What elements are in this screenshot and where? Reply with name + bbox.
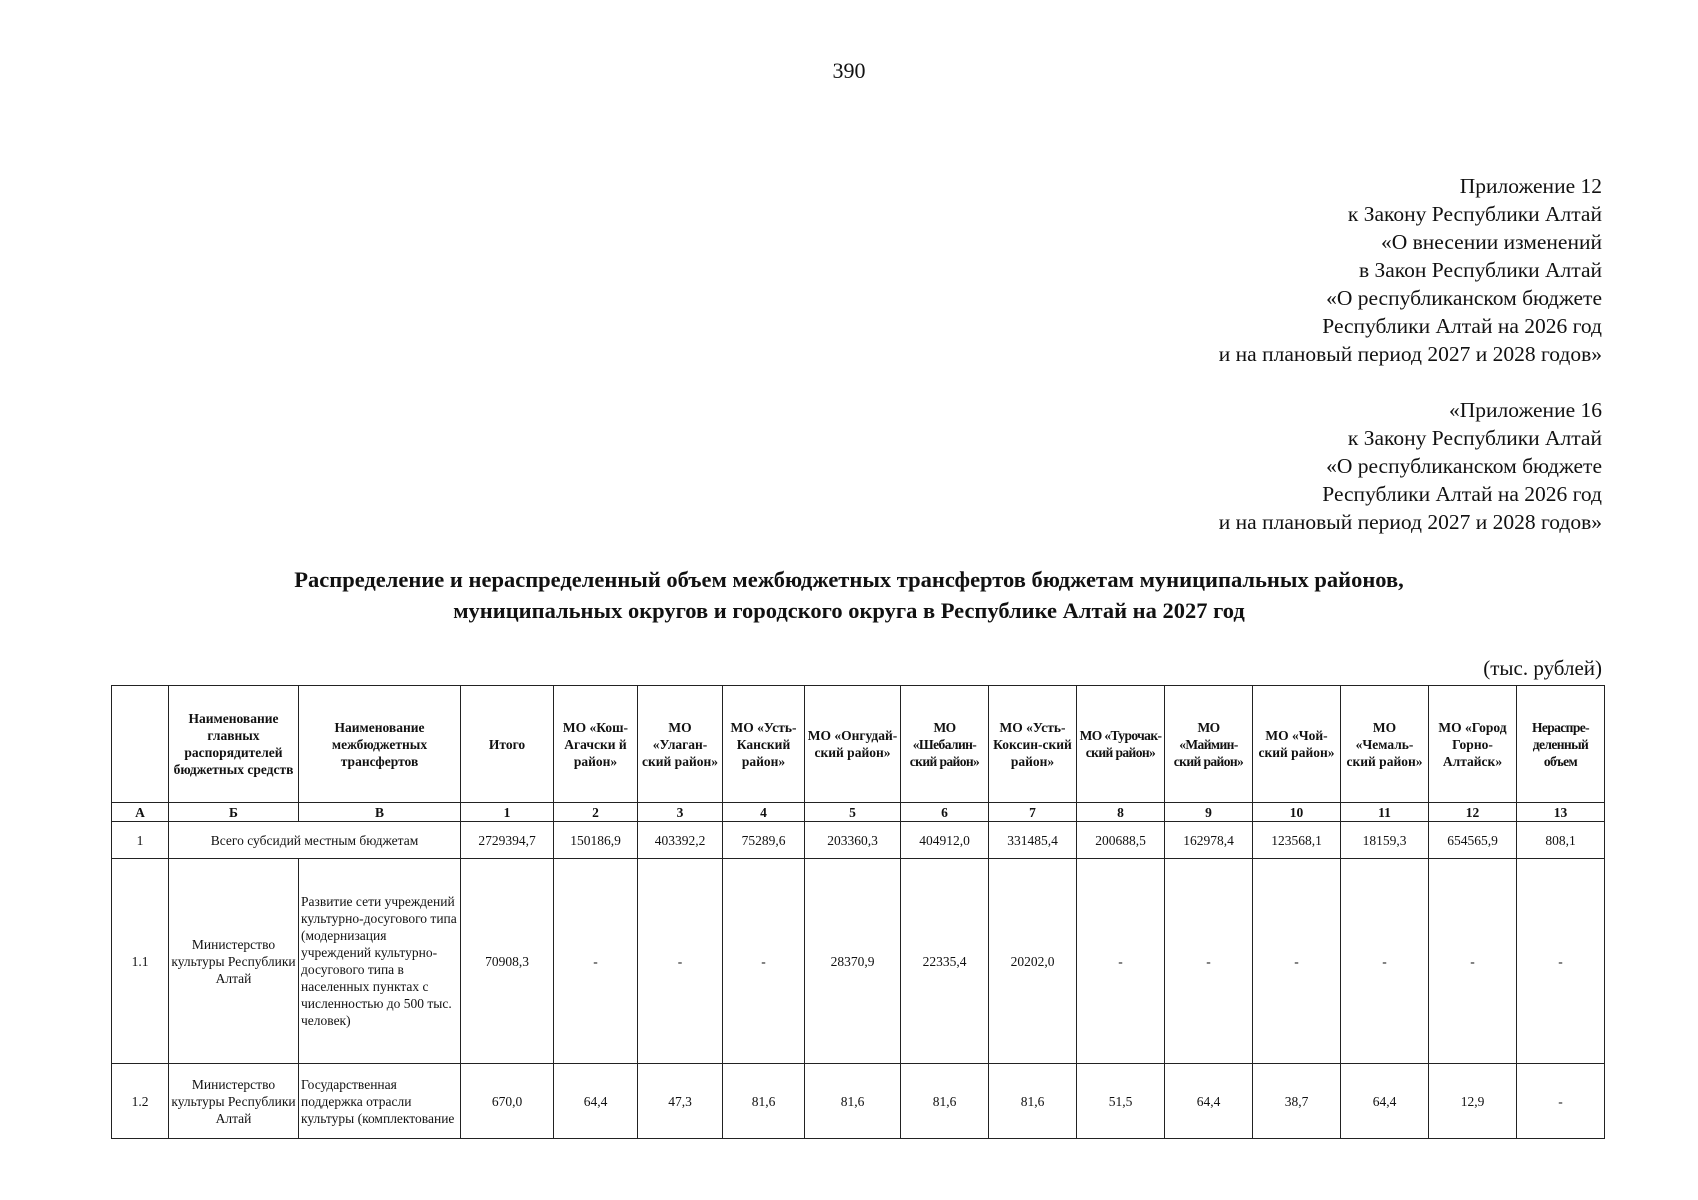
value-cell: - — [1341, 859, 1429, 1064]
header-cell-mo-shebalino: МО «Шебалин-ский район» — [901, 686, 989, 803]
value-cell: - — [1253, 859, 1341, 1064]
transfers-table — [111, 685, 1605, 1139]
table-row — [112, 1064, 1605, 1139]
annex-12-line: Приложение 12 — [1459, 174, 1602, 198]
value-cell: - — [554, 859, 638, 1064]
value-cell: - — [1517, 1064, 1605, 1139]
annex-16-line: к Закону Республики Алтай — [1347, 426, 1602, 450]
annex-12-line: «О республиканском бюджете — [1326, 286, 1602, 310]
column-number-cell: В — [299, 803, 461, 822]
header-cell-distributor: Наименование главных распорядителей бюджетных средств — [169, 686, 299, 803]
column-number-cell: 9 — [1165, 803, 1253, 822]
value-cell: 64,4 — [1341, 1064, 1429, 1139]
value-cell: 22335,4 — [901, 859, 989, 1064]
column-number-cell: 7 — [989, 803, 1077, 822]
value-cell: 150186,9 — [554, 822, 638, 859]
column-number-row — [112, 803, 1605, 822]
annex-12-line: Республики Алтай на 2026 год — [1322, 314, 1602, 338]
header-cell-transfer-name: Наименование межбюджетных трансфертов — [299, 686, 461, 803]
document-title — [0, 564, 1698, 626]
distributor-cell: Министерство культуры Республики Алтай — [169, 859, 299, 1064]
annex-12-line: в Закон Республики Алтай — [1358, 258, 1602, 282]
header-cell-mo-ust-koksa: МО «Усть-Коксин-ский район» — [989, 686, 1077, 803]
table-row — [112, 859, 1605, 1064]
annex-16-line: «Приложение 16 — [1448, 398, 1602, 422]
value-cell: 81,6 — [805, 1064, 901, 1139]
row-number-cell: 1.2 — [112, 1064, 169, 1139]
header-cell-mo-gorno-altaysk: МО «Город Горно-Алтайск» — [1429, 686, 1517, 803]
value-cell: - — [1077, 859, 1165, 1064]
annex-12-block — [1219, 172, 1602, 368]
value-cell: 18159,3 — [1341, 822, 1429, 859]
header-cell-mo-kosh-agach: МО «Кош-Агачски й район» — [554, 686, 638, 803]
distributor-cell — [169, 1064, 299, 1139]
value-cell: 64,4 — [554, 1064, 638, 1139]
annex-16-line: «О республиканском бюджете — [1326, 454, 1602, 478]
table-header-row — [112, 686, 1605, 803]
column-number-cell: 5 — [805, 803, 901, 822]
header-cell-mo-turochak: МО «Турочак-ский район» — [1077, 686, 1165, 803]
column-number-cell: 2 — [554, 803, 638, 822]
column-number-cell: 4 — [723, 803, 805, 822]
column-number-cell: 12 — [1429, 803, 1517, 822]
column-number-cell: 11 — [1341, 803, 1429, 822]
value-cell: 654565,9 — [1429, 822, 1517, 859]
annex-12-line: «О внесении изменений — [1380, 230, 1602, 254]
value-cell: 28370,9 — [805, 859, 901, 1064]
table-row-total — [112, 822, 1605, 859]
annex-12-line: к Закону Республики Алтай — [1347, 202, 1602, 226]
value-cell: 670,0 — [461, 1064, 554, 1139]
value-cell: 64,4 — [1165, 1064, 1253, 1139]
value-cell: - — [638, 859, 723, 1064]
value-cell: 20202,0 — [989, 859, 1077, 1064]
annex-12-line: и на плановый период 2027 и 2028 годов» — [1218, 342, 1602, 366]
distributor-text: Министерство культуры Республики Алтай — [171, 1076, 296, 1126]
column-number-cell: 1 — [461, 803, 554, 822]
value-cell: 2729394,7 — [461, 822, 554, 859]
header-cell-mo-ust-kan: МО «Усть-Канский район» — [723, 686, 805, 803]
header-cell-total: Итого — [461, 686, 554, 803]
transfer-name-cell: Развитие сети учреждений культурно-досугового типа (модернизация учреждений культурно-досугового типа в населенных пунктах с численностью до 500 тыс. человек) — [299, 859, 461, 1064]
value-cell: 123568,1 — [1253, 822, 1341, 859]
row-number-cell: 1.1 — [112, 859, 169, 1064]
value-cell: 162978,4 — [1165, 822, 1253, 859]
column-number-cell: 10 — [1253, 803, 1341, 822]
page-number: 390 — [832, 58, 866, 83]
column-number-cell: 6 — [901, 803, 989, 822]
value-cell: 81,6 — [989, 1064, 1077, 1139]
header-cell-undistributed: Нераспре-деленный объем — [1517, 686, 1605, 803]
value-cell: 403392,2 — [638, 822, 723, 859]
value-cell: 38,7 — [1253, 1064, 1341, 1139]
value-cell: 203360,3 — [805, 822, 901, 859]
value-cell: 404912,0 — [901, 822, 989, 859]
value-cell: - — [723, 859, 805, 1064]
column-number-cell: Б — [169, 803, 299, 822]
value-cell: - — [1429, 859, 1517, 1064]
column-number-cell: 3 — [638, 803, 723, 822]
value-cell: - — [1517, 859, 1605, 1064]
header-cell-mo-ulagan: МО «Улаган-ский район» — [638, 686, 723, 803]
units-label: (тыс. рублей) — [1483, 656, 1602, 680]
column-number-cell: 13 — [1517, 803, 1605, 822]
title-line-2: муниципальных округов и городского округа в Республике Алтай на 2027 год — [453, 598, 1245, 623]
row-number-cell: 1 — [112, 822, 169, 859]
transfer-name-cell — [299, 1064, 461, 1139]
value-cell: 331485,4 — [989, 822, 1077, 859]
total-label-cell: Всего субсидий местным бюджетам — [169, 822, 461, 859]
header-cell-mo-ongudai: МО «Онгудай-ский район» — [805, 686, 901, 803]
value-cell: 70908,3 — [461, 859, 554, 1064]
header-cell-mo-choya: МО «Чой-ский район» — [1253, 686, 1341, 803]
value-cell: 81,6 — [901, 1064, 989, 1139]
header-cell-number — [112, 686, 169, 803]
value-cell: 47,3 — [638, 1064, 723, 1139]
value-cell: 51,5 — [1077, 1064, 1165, 1139]
value-cell: 200688,5 — [1077, 822, 1165, 859]
value-cell: 75289,6 — [723, 822, 805, 859]
column-number-cell: 8 — [1077, 803, 1165, 822]
value-cell: 81,6 — [723, 1064, 805, 1139]
value-cell: 808,1 — [1517, 822, 1605, 859]
header-cell-mo-maima: МО «Маймин-ский район» — [1165, 686, 1253, 803]
annex-16-line: и на плановый период 2027 и 2028 годов» — [1218, 510, 1602, 534]
column-number-cell: А — [112, 803, 169, 822]
value-cell: - — [1165, 859, 1253, 1064]
header-cell-mo-chemal: МО «Чемаль-ский район» — [1341, 686, 1429, 803]
value-cell: 12,9 — [1429, 1064, 1517, 1139]
transfer-name-text: Государственная поддержка отрасли культуры (комплектование — [301, 1076, 455, 1126]
title-line-1: Распределение и нераспределенный объем межбюджетных трансфертов бюджетам муниципальных районов, — [294, 567, 1404, 592]
annex-16-block — [1219, 396, 1602, 536]
annex-16-line: Республики Алтай на 2026 год — [1322, 482, 1602, 506]
